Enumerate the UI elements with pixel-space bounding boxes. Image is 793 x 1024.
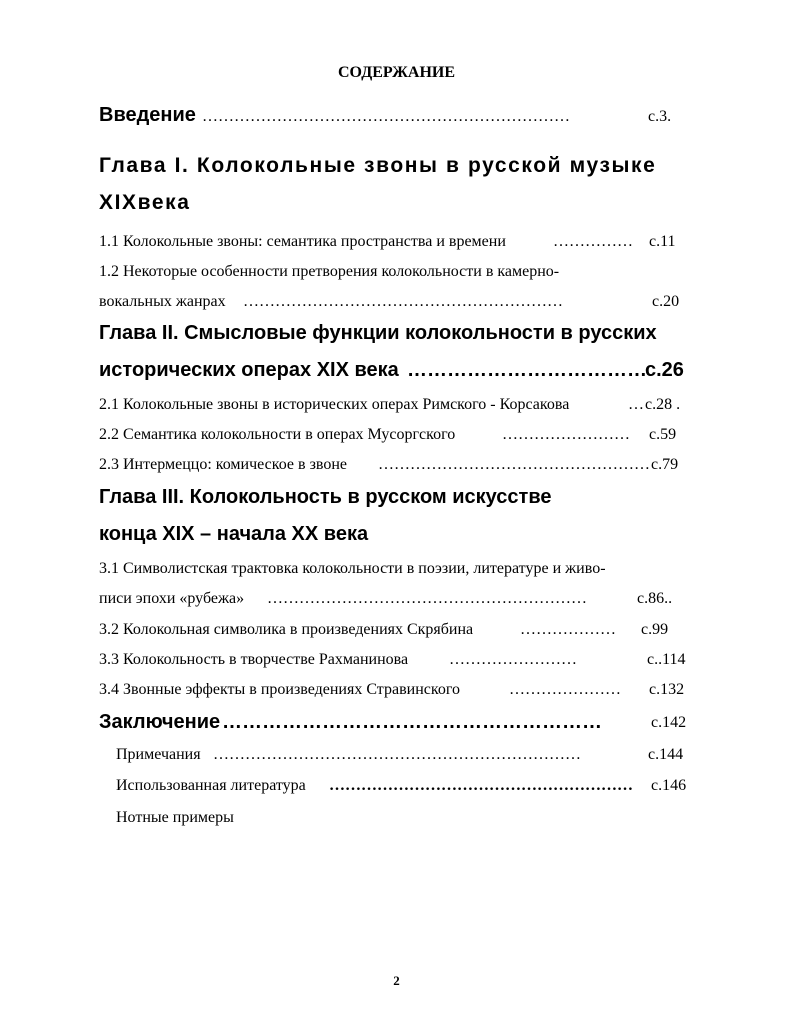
toc-literature-page: с.146 xyxy=(651,777,687,794)
chapter-3-title-line1: Глава III. Колокольность в русском искусстве xyxy=(99,486,552,508)
toc-section-3-2-page: с.99 xyxy=(641,621,669,638)
toc-section-2-2-dots: …………………… xyxy=(502,426,630,443)
toc-section-2-3-dots: …………………………………………… xyxy=(378,456,650,473)
toc-section-3-4-dots: ………………… xyxy=(509,681,621,698)
chapter-1-title-line1: Глава I. Колокольные звоны в русской музыке xyxy=(99,154,657,177)
toc-section-2-2-page: с.59 xyxy=(649,426,677,443)
toc-conclusion-page: с.142 xyxy=(651,714,687,731)
toc-section-3-4-text: 3.4 Звонные эффекты в произведениях Стравинского xyxy=(99,681,460,698)
toc-literature-dots: ………………………………………………… xyxy=(329,777,633,794)
toc-section-3-1-line1: 3.1 Символистская трактовка колокольности в поэзии, литературе и живо- xyxy=(99,560,606,577)
chapter-2-page: с.26 xyxy=(645,359,684,381)
toc-notes-dots: …………………………………………………………… xyxy=(213,746,581,763)
toc-section-1-2-line1: 1.2 Некоторые особенности претворения колокольности в камерно- xyxy=(99,263,560,280)
chapter-2-title-line2: исторических операх XIX века xyxy=(99,359,399,381)
toc-section-3-4-page: с.132 xyxy=(649,681,685,698)
toc-section-3-2-dots: ……………… xyxy=(520,621,616,638)
toc-section-3-1-page: с.86.. xyxy=(637,590,673,607)
toc-introduction-label: Введение xyxy=(99,104,196,126)
toc-conclusion-dots: ………………………………………………… xyxy=(222,711,602,733)
toc-section-3-3-text: 3.3 Колокольность в творчестве Рахманинова xyxy=(99,651,409,668)
toc-notes-page: с.144 xyxy=(648,746,684,763)
toc-section-3-1-dots: …………………………………………………… xyxy=(267,590,587,607)
toc-section-2-1-dots: … xyxy=(628,396,644,413)
toc-section-1-2-page: с.20 xyxy=(652,293,680,310)
page-number: 2 xyxy=(393,973,400,988)
toc-section-1-2-text: вокальных жанрах xyxy=(99,293,226,310)
toc-section-1-1-dots: …………… xyxy=(553,233,633,250)
toc-section-2-1-text: 2.1 Колокольные звоны в исторических операх Римского - Корсакова xyxy=(99,396,570,413)
toc-notes-text: Примечания xyxy=(116,746,201,763)
toc-examples-text: Нотные примеры xyxy=(116,809,234,826)
toc-section-1-2-dots: …………………………………………………… xyxy=(243,293,563,310)
chapter-1-title-line2: XIXвека xyxy=(99,191,191,214)
toc-introduction-page: с.3. xyxy=(648,108,672,125)
toc-section-1-1-text: 1.1 Колокольные звоны: семантика пространства и времени xyxy=(99,233,506,250)
page-title: СОДЕРЖАНИЕ xyxy=(337,64,456,81)
chapter-3-title-line2: конца XIX – начала XX века xyxy=(99,523,369,545)
toc-conclusion-label: Заключение xyxy=(99,711,221,733)
toc-section-2-3-text: 2.3 Интермеццо: комическое в звоне xyxy=(99,456,347,473)
chapter-2-title-line1: Глава II. Смысловые функции колокольности в русских xyxy=(99,322,657,344)
chapter-2-dots: ……………………………… xyxy=(407,359,647,381)
toc-section-2-3-page: с.79 xyxy=(651,456,679,473)
toc-section-1-1-page: с.11 xyxy=(649,233,676,250)
toc-section-3-2-text: 3.2 Колокольная символика в произведениях Скрябина xyxy=(99,621,474,638)
toc-section-3-3-page: с..114 xyxy=(647,651,686,668)
toc-section-2-1-page: с.28 . xyxy=(645,396,681,413)
toc-introduction-dots: …………………………………………………………… xyxy=(202,108,570,125)
toc-literature-text: Использованная литература xyxy=(116,777,306,794)
toc-section-3-3-dots: …………………… xyxy=(449,651,577,668)
toc-section-2-2-text: 2.2 Семантика колокольности в операх Мусоргского xyxy=(99,426,456,443)
toc-section-3-1-text: писи эпохи «рубежа» xyxy=(99,590,245,607)
